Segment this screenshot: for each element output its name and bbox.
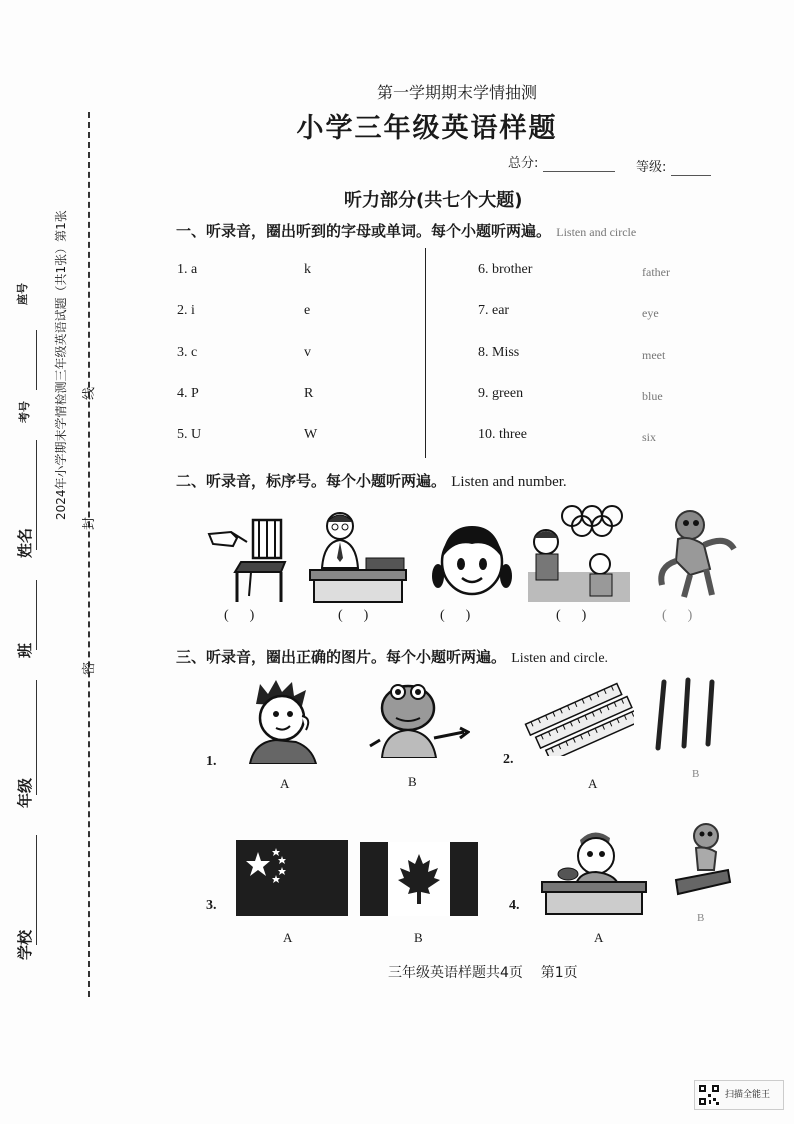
teacher-desk-picture: [306, 508, 408, 606]
binding-exam-name: 2024年小学期末学情检测三年级英语试题（共1张）第1张: [54, 210, 68, 520]
number-label: 考号: [18, 401, 31, 423]
grade-label: 年级: [16, 777, 34, 808]
q2-option-b-picture[interactable]: [650, 676, 720, 756]
scanner-watermark: [694, 1080, 784, 1110]
olympic-scene-picture: [528, 502, 630, 604]
q1-b-label: B: [408, 774, 417, 789]
answer-blank-4[interactable]: ( ): [556, 608, 587, 623]
section3-title: [176, 646, 608, 667]
answer-blank-5[interactable]: ( ): [662, 608, 693, 623]
section2-title: [176, 470, 567, 491]
grade-level-blank[interactable]: [671, 160, 711, 176]
school-label: 学校: [16, 929, 34, 960]
right-item-4-option-b[interactable]: blue: [642, 389, 663, 403]
q1-a-label: A: [280, 776, 290, 791]
q4-a-label: A: [594, 930, 604, 945]
left-item-2-option-a[interactable]: 2. i: [177, 303, 195, 318]
answer-blank-3[interactable]: ( ): [440, 608, 471, 623]
q4-option-a-picture[interactable]: [540, 826, 648, 918]
q4-option-b-picture[interactable]: [672, 818, 734, 902]
left-item-5-option-b[interactable]: W: [304, 427, 318, 442]
grade-blank[interactable]: [36, 680, 37, 795]
section1-title-en: Listen and circle: [556, 225, 637, 239]
page-footer: 三年级英语样题共4页 第1页: [388, 965, 578, 981]
q3-a-label: A: [283, 930, 293, 945]
qr-code-icon: [698, 1084, 720, 1106]
score-label: 总分:: [508, 156, 539, 171]
section2-title-en: Listen and number.: [451, 474, 567, 490]
exam-title: 小学三年级英语样题: [296, 113, 558, 144]
q2-a-label: A: [588, 776, 598, 791]
q2-number: 2.: [503, 752, 514, 767]
class-label: 班: [16, 642, 34, 658]
monkey-picture: [650, 505, 742, 603]
left-item-4-option-a[interactable]: 4. P: [177, 386, 199, 401]
watermark-text: 扫描全能王: [725, 1090, 771, 1100]
left-item-5-option-a[interactable]: 5. U: [177, 427, 202, 442]
left-item-3-option-a[interactable]: 3. c: [177, 345, 198, 360]
answer-blank-2[interactable]: ( ): [338, 608, 369, 623]
score-field: [508, 152, 615, 172]
binding-line-char: 线: [82, 386, 97, 400]
class-blank[interactable]: [36, 580, 37, 650]
q2-b-label: B: [692, 768, 700, 780]
answer-blank-1[interactable]: ( ): [224, 608, 255, 623]
score-blank[interactable]: [543, 156, 615, 172]
right-item-1-option-b[interactable]: father: [642, 265, 670, 279]
section3-title-cn: 三、听录音，圈出正确的图片。每个小题听两遍。: [176, 648, 507, 666]
exam-subtitle: 第一学期期末学情抽测: [376, 83, 537, 102]
q3-number: 3.: [206, 898, 217, 913]
right-item-2-option-b[interactable]: eye: [642, 306, 659, 320]
binding-secret-char: 密: [82, 661, 97, 675]
name-label: 姓名: [16, 527, 34, 558]
q2-option-a-picture[interactable]: [524, 682, 634, 756]
section1-title-cn: 一、听录音，圈出听到的字母或单词。每个小题听两遍。: [176, 222, 552, 240]
number-blank[interactable]: [36, 330, 37, 390]
grade-level-field: [636, 156, 711, 176]
pointing-chair-picture: [205, 512, 295, 604]
section2-title-cn: 二、听录音，标序号。每个小题听两遍。: [176, 472, 447, 490]
section1-divider: [425, 248, 426, 458]
girl-face-picture: [430, 518, 514, 600]
right-item-3-option-b[interactable]: meet: [642, 348, 666, 362]
q4-b-label: B: [697, 912, 705, 924]
left-item-3-option-b[interactable]: v: [304, 345, 311, 360]
right-item-1-option-a[interactable]: 6. brother: [478, 262, 533, 277]
right-item-3-option-a[interactable]: 8. Miss: [478, 345, 520, 360]
left-item-4-option-b[interactable]: R: [304, 386, 314, 401]
right-item-5-option-b[interactable]: six: [642, 430, 657, 444]
section3-title-en: Listen and circle.: [511, 651, 609, 666]
right-item-5-option-a[interactable]: 10. three: [478, 427, 527, 442]
binding-seal-char: 封: [82, 516, 97, 530]
left-item-1-option-b[interactable]: k: [304, 262, 311, 277]
section1-title: [176, 220, 636, 241]
seat-label: 座号: [16, 283, 29, 305]
left-item-1-option-a[interactable]: 1. a: [177, 262, 198, 277]
q3-option-b-canada-flag[interactable]: [360, 842, 478, 916]
q1-option-a-picture[interactable]: [246, 678, 328, 764]
name-blank[interactable]: [36, 440, 37, 550]
school-blank[interactable]: [36, 835, 37, 945]
binding-dashed-line: [88, 112, 90, 997]
q3-option-a-china-flag[interactable]: [236, 840, 348, 916]
right-item-2-option-a[interactable]: 7. ear: [478, 303, 510, 318]
grade-level-label: 等级:: [636, 160, 667, 175]
q4-number: 4.: [509, 898, 520, 913]
q1-number: 1.: [206, 754, 217, 769]
left-item-2-option-b[interactable]: e: [304, 303, 311, 318]
q1-option-b-picture[interactable]: [364, 682, 470, 758]
q3-b-label: B: [414, 930, 423, 945]
listening-title: 听力部分(共七个大题): [344, 190, 523, 211]
right-item-4-option-a[interactable]: 9. green: [478, 386, 524, 401]
